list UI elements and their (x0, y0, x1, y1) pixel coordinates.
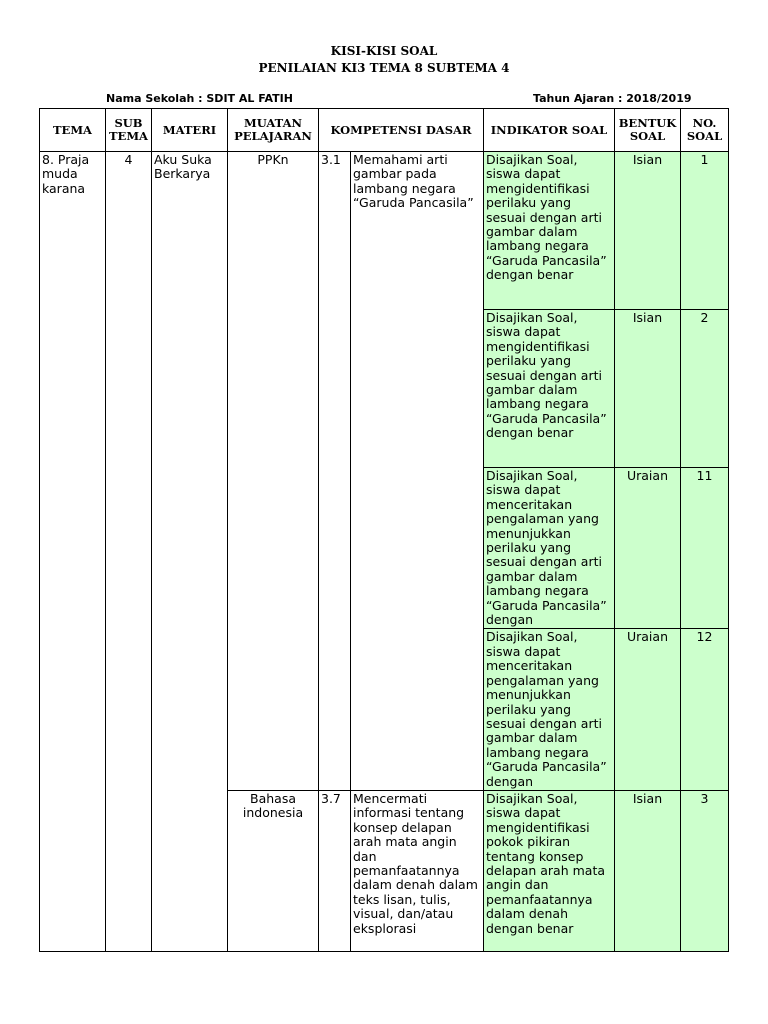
school-name: Nama Sekolah : SDIT AL FATIH (106, 92, 293, 105)
no-soal-cell: 11 (681, 468, 729, 629)
muatan-cell-bahasa: Bahasa indonesia (228, 790, 319, 951)
column-header-bentuk: BENTUK SOAL (615, 109, 681, 152)
academic-year: Tahun Ajaran : 2018/2019 (533, 92, 692, 105)
kd-number-cell: 3.7 (319, 790, 351, 951)
column-header-indikator: INDIKATOR SOAL (484, 109, 615, 152)
kisi-kisi-table (39, 108, 729, 952)
document-subtitle: PENILAIAN KI3 TEMA 8 SUBTEMA 4 (258, 61, 510, 75)
indikator-cell (484, 152, 615, 310)
bentuk-cell: Uraian (615, 468, 681, 629)
indikator-text: Disajikan Soal, siswa dapat mengidentifikasi perilaku yang sesuai dengan arti gambar dalam lambang negara “Garuda Pancasila” dengan benar (486, 311, 607, 441)
no-soal-cell: 12 (681, 629, 729, 790)
no-soal-cell: 2 (681, 310, 729, 468)
indikator-cell (484, 310, 615, 468)
kd-text-cell: Memahami arti gambar pada lambang negara “Garuda Pancasila” (351, 152, 484, 791)
indikator-text: Disajikan Soal, siswa dapat menceritakan pengalaman yang menunjukkan perilaku yang sesuai dengan arti gambar dalam lambang negara “Garuda Pancasila” dengan (486, 630, 607, 789)
column-header-kompetensi-dasar: KOMPETENSI DASAR (319, 109, 484, 152)
subtema-cell: 4 (106, 152, 152, 952)
bentuk-cell: Isian (615, 790, 681, 951)
column-header-subtema: SUB TEMA (106, 109, 152, 152)
table-header-row (40, 109, 729, 152)
indikator-text: Disajikan Soal, siswa dapat menceritakan pengalaman yang menunjukkan perilaku yang sesuai dengan arti gambar dalam lambang negara “Garuda Pancasila” dengan (486, 469, 607, 628)
indikator-text: Disajikan Soal, siswa dapat mengidentifikasi pokok pikiran tentang konsep delapan arah mata angin dan pemanfaatannya dalam denah dengan benar (486, 791, 606, 936)
indikator-text: Disajikan Soal, siswa dapat mengidentifikasi perilaku yang sesuai dengan arti gambar dalam lambang negara “Garuda Pancasila” dengan benar (486, 153, 607, 283)
bentuk-cell: Uraian (615, 629, 681, 790)
indikator-cell (484, 468, 615, 629)
column-header-tema: TEMA (40, 109, 106, 152)
no-soal-cell: 3 (681, 790, 729, 951)
tema-cell: 8. Praja muda karana (40, 152, 106, 952)
kd-text-cell: Mencermati informasi tentang konsep delapan arah mata angin dan pemanfaatannya dalam denah dalam teks lisan, tulis, visual, dan/atau eksplorasi (351, 790, 484, 951)
column-header-materi: MATERI (152, 109, 228, 152)
materi-cell: Aku Suka Berkarya (152, 152, 228, 952)
no-soal-cell: 1 (681, 152, 729, 310)
column-header-no: NO. SOAL (681, 109, 729, 152)
table-row (40, 152, 729, 310)
kd-number-cell: 3.1 (319, 152, 351, 791)
indikator-cell (484, 629, 615, 790)
column-header-muatan: MUATAN PELAJARAN (228, 109, 319, 152)
muatan-cell-ppkn: PPKn (228, 152, 319, 791)
bentuk-cell: Isian (615, 310, 681, 468)
bentuk-cell: Isian (615, 152, 681, 310)
document-title: KISI-KISI SOAL (330, 44, 438, 58)
indikator-cell (484, 790, 615, 951)
